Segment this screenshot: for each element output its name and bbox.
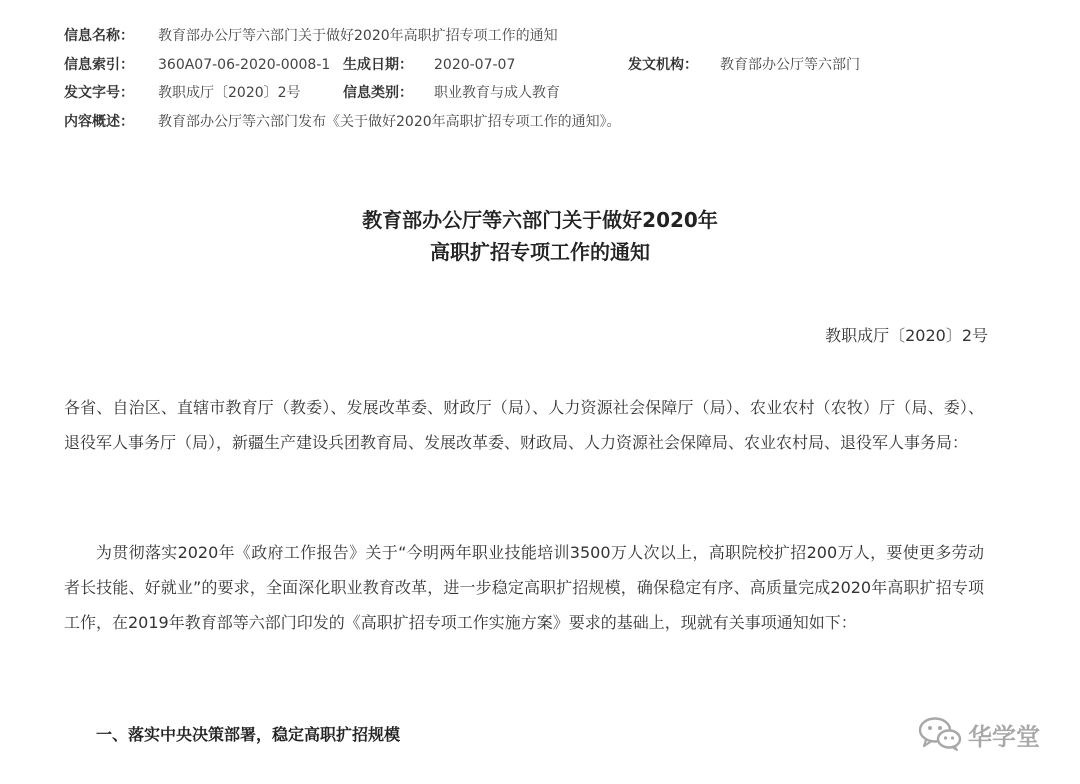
meta-date-value: 2020-07-07 <box>434 56 516 73</box>
meta-name-label: 信息名称： <box>64 28 134 44</box>
recipients-paragraph: 各省、自治区、直辖市教育厅（教委）、发展改革委、财政厅（局）、人力资源社会保障厅（局）、农业农村（农牧）厅（局、委）、退役军人事务厅（局），新疆生产建设兵团教育局、发展改革委、财政局、人力资源社会保障局、农业农村局、退役军人事务局： <box>64 398 984 452</box>
watermark <box>918 716 1040 752</box>
watermark-text: 华学堂 <box>968 722 1040 751</box>
document-title-line1: 教育部办公厅等六部门关于做好2020年 <box>362 208 718 232</box>
meta-row-index <box>64 51 1044 80</box>
section-heading-1: 一、落实中央决策部署，稳定高职扩招规模 <box>96 725 401 744</box>
meta-row-name <box>64 22 1044 51</box>
meta-row-docno <box>64 79 1044 108</box>
document-title-line2: 高职扩招专项工作的通知 <box>430 240 650 264</box>
meta-name-value: 教育部办公厅等六部门关于做好2020年高职扩招专项工作的通知 <box>158 28 558 44</box>
meta-summary-value: 教育部办公厅等六部门发布《关于做好2020年高职扩招专项工作的通知》。 <box>158 113 621 130</box>
meta-docno-label: 发文字号： <box>64 85 134 101</box>
meta-row-summary <box>64 108 1044 137</box>
meta-category-label: 信息类别： <box>343 85 413 101</box>
meta-summary-label: 内容概述： <box>64 113 134 130</box>
document-metadata <box>64 22 1044 136</box>
meta-index-label: 信息索引： <box>64 56 134 73</box>
wechat-icon <box>918 716 962 752</box>
meta-org-value: 教育部办公厅等六部门 <box>720 56 860 73</box>
meta-index-value: 360A07-06-2020-0008-1 <box>158 56 331 73</box>
meta-docno-value: 教职成厅〔2020〕2号 <box>158 85 301 101</box>
meta-category-value: 职业教育与成人教育 <box>434 85 560 101</box>
document-number: 教职成厅〔2020〕2号 <box>825 326 988 345</box>
meta-date-label: 生成日期： <box>343 56 413 73</box>
intro-paragraph: 为贯彻落实2020年《政府工作报告》关于“今明两年职业技能培训3500万人次以上，高职院校扩招200万人，要使更多劳动者长技能、好就业”的要求，全面深化职业教育改革，进一步稳定高职扩招规模，确保稳定有序、高质量完成2020年高职扩招专项工作，在2019年教育部等六部门印发的《高职扩招专项工作实施方案》要求的基础上，现就有关事项通知如下： <box>64 543 984 632</box>
meta-org-label: 发文机构： <box>628 56 698 73</box>
